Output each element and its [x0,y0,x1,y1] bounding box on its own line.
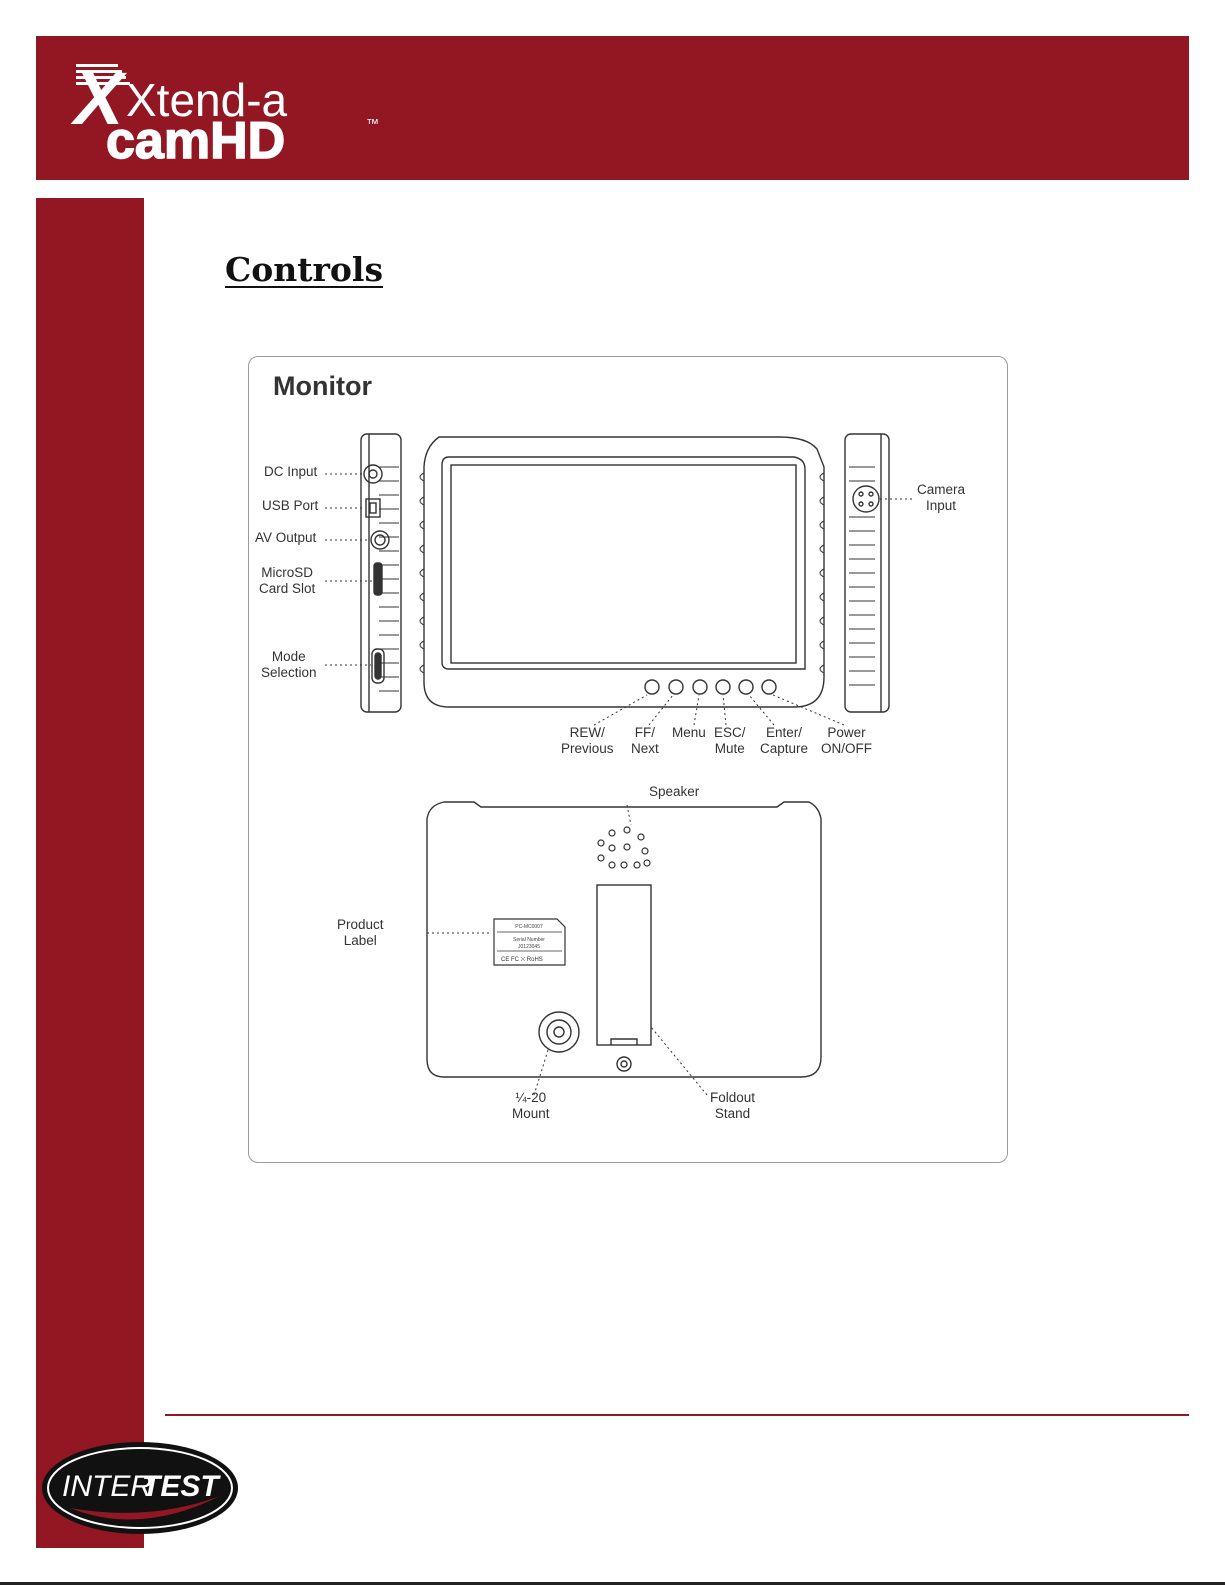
svg-text:™: ™ [366,116,379,131]
left-sidebar-band [36,198,144,1548]
power-button-icon [762,680,776,694]
av-output-label: AV Output [255,530,317,545]
svg-text:X: X [74,57,124,140]
svg-text:Serial Number: Serial Number [513,937,545,943]
svg-text:camHD: camHD [106,112,286,164]
mount-label: ¼-20 Mount [512,1090,550,1121]
microsd-card-slot-label: MicroSD Card Slot [259,565,316,596]
xtend-a-camhd-logo [66,54,426,164]
monitor-drawing [249,357,1009,1164]
usb-port-label: USB Port [262,498,319,513]
foldout-stand-label: Foldout Stand [710,1090,756,1121]
menu-label: Menu [672,725,706,740]
esc-mute-label: ESC/ Mute [714,725,746,756]
ff-next-label: FF/ Next [631,725,659,756]
mode-selection-label: Mode Selection [261,649,317,680]
svg-text:CE FC ⛌ RoHS: CE FC ⛌ RoHS [501,957,543,963]
enter-button-icon [739,680,753,694]
speaker-label: Speaker [649,784,700,799]
svg-text:INTER: INTER [62,1470,152,1503]
svg-text:TEST: TEST [142,1470,219,1503]
figure-title: Monitor [273,371,372,401]
camera-input-label: Camera Input [917,482,966,513]
rew-previous-label: REW/ Previous [561,725,614,756]
page-title: Controls [225,250,384,289]
rew-button-icon [645,680,659,694]
svg-text:PC-MC0007: PC-MC0007 [515,924,543,930]
svg-text:Xtend-a: Xtend-a [126,74,288,126]
right-side-view [845,434,889,712]
monitor-diagram [248,356,1008,1163]
left-side-view [361,434,401,712]
intertest-logo [40,1436,250,1536]
power-on-off-label: Power ON/OFF [821,725,872,756]
ff-button-icon [669,680,683,694]
footer-divider [165,1414,1189,1416]
enter-capture-label: Enter/ Capture [760,725,809,756]
front-view [420,437,824,707]
dc-input-label: DC Input [264,464,318,479]
svg-text:J0123045: J0123045 [518,944,540,950]
product-label-label: Product Label [337,917,384,948]
header-banner [36,36,1189,180]
menu-button-icon [693,680,707,694]
esc-button-icon [716,680,730,694]
back-view [427,802,821,1077]
